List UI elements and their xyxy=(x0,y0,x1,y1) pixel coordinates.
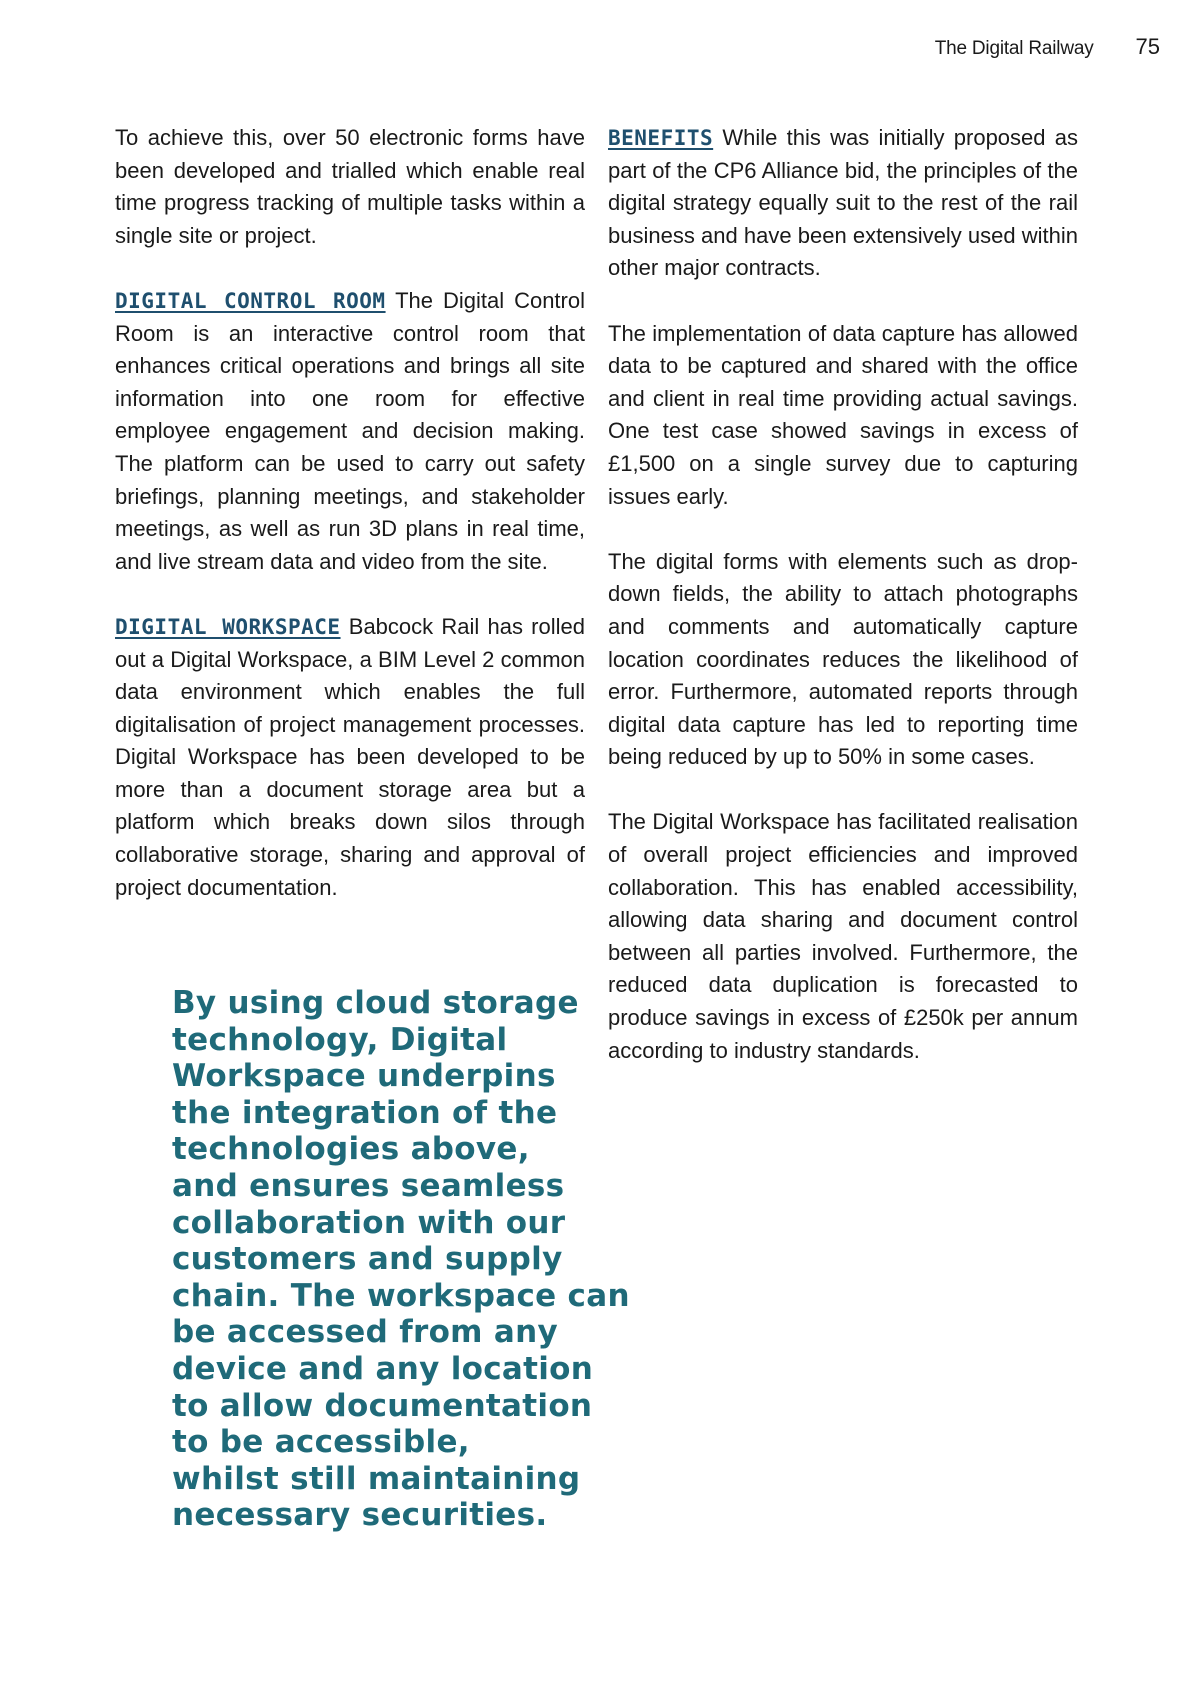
pull-quote-line: the integration of the xyxy=(172,1094,558,1131)
pull-quote-line: chain. The workspace can xyxy=(172,1277,630,1314)
pull-quote-line: to allow documentation xyxy=(172,1387,593,1424)
intro-paragraph: To achieve this, over 50 electronic forms have been developed and trialled which enable real time progress tracking of multiple tasks within a single site or project. xyxy=(115,125,585,248)
header-title: The Digital Railway xyxy=(934,38,1094,59)
digital-forms-paragraph: The digital forms with elements such as drop-down fields, the ability to attach photographs and comments and automatically capture location coordinates reduces the likelihood of error. Furthermore, automated reports through digital data capture has led to reporting time being reduced by up to 50% in some cases. xyxy=(608,548,1078,770)
pull-quote-line: technology, Digital xyxy=(172,1021,508,1058)
control-room-body: The Digital Control Room is an interactive control room that enhances critical operations and brings all site information into one room for effective employee engagement and decision making. The platform can be used to carry out safety briefings, planning meetings, and stakeholder meetings, as well as run 3D plans in real time, and live stream data and video from the site. xyxy=(115,287,585,574)
left-column xyxy=(115,122,585,937)
page-number: 75 xyxy=(1135,34,1160,59)
pull-quote-line: necessary securities. xyxy=(172,1497,548,1534)
workspace-paragraph xyxy=(115,611,585,904)
running-header xyxy=(935,34,1160,60)
pull-quote xyxy=(172,985,630,1534)
benefits-heading: BENEFITS xyxy=(608,126,714,150)
pull-quote-line: technologies above, xyxy=(172,1131,530,1168)
workspace-heading: DIGITAL WORKSPACE xyxy=(115,614,341,639)
benefits-paragraph xyxy=(608,122,1078,285)
benefits-body: While this was initially proposed as part of the CP6 Alliance bid, the principles of the digital strategy equally suit to the rest of the rail business and have been extensively used within other major contracts. xyxy=(608,125,1078,281)
pull-quote-line: be accessed from any xyxy=(172,1314,558,1351)
right-column xyxy=(608,122,1078,1100)
pull-quote-line: By using cloud storage xyxy=(172,985,579,1021)
workspace-body: Babcock Rail has rolled out a Digital Workspace, a BIM Level 2 common data environment which enables the full digitalisation of project management processes. Digital Workspace has been developed to be more than a document storage area but a platform which breaks down silos through collaborative storage, sharing and approval of project documentation. xyxy=(115,613,585,900)
pull-quote-line: Workspace underpins xyxy=(172,1058,556,1095)
pull-quote-line: whilst still maintaining xyxy=(172,1460,581,1497)
pull-quote-line: to be accessible, xyxy=(172,1424,470,1461)
workspace-realisation-paragraph: The Digital Workspace has facilitated realisation of overall project efficiencies and improved collaboration. This has enabled accessibility, allowing data sharing and document control between all parties involved. Furthermore, the reduced data duplication is forecasted to produce savings in excess of £250k per annum according to industry standards. xyxy=(608,809,1078,1063)
pull-quote-line: collaboration with our xyxy=(172,1204,566,1241)
pull-quote-line: customers and supply xyxy=(172,1241,563,1278)
data-capture-paragraph: The implementation of data capture has allowed data to be captured and shared with the office and client in real time providing actual savings. One test case showed savings in excess of £1,500 on a single survey due to capturing issues early. xyxy=(608,320,1078,509)
control-room-heading: DIGITAL CONTROL ROOM xyxy=(115,288,386,313)
pull-quote-line: device and any location xyxy=(172,1350,594,1387)
pull-quote-line: and ensures seamless xyxy=(172,1167,565,1204)
control-room-paragraph xyxy=(115,285,585,578)
